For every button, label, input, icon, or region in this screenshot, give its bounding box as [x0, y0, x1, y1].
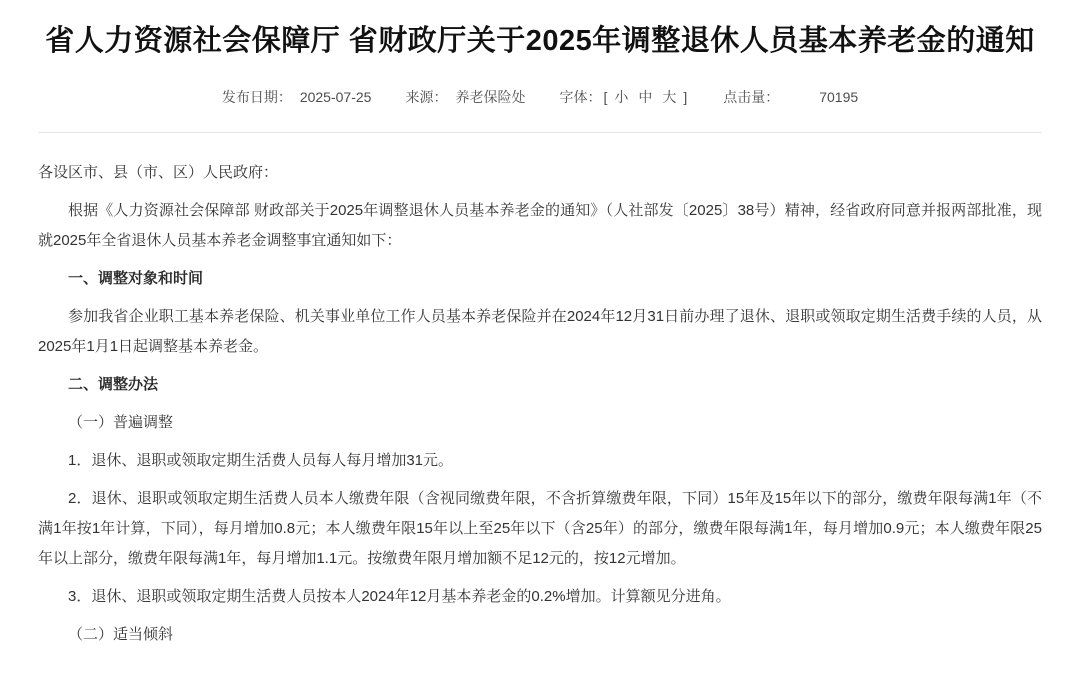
article-body: [38, 158, 1042, 650]
adjustment-item-3: 3．退休、退职或领取定期生活费人员按本人2024年12月基本养老金的0.2%增加。计算额见分进角。: [68, 588, 731, 605]
subsection-1-heading: （一）普遍调整: [68, 414, 174, 431]
source: [405, 87, 525, 107]
hit-counter: [723, 87, 858, 107]
font-size-switcher: [559, 87, 689, 107]
hit-counter-value: 70195: [819, 89, 859, 105]
adjustment-item-1: 1．退休、退职或领取定期生活费人员每人每月增加31元。: [68, 452, 454, 469]
font-size-bracket-open: [: [603, 89, 608, 105]
header-divider: [38, 132, 1042, 133]
subsection-2-heading: （二）适当倾斜: [68, 626, 174, 643]
salutation-line: 各设区市、县（市、区）人民政府：: [38, 164, 279, 181]
intro-paragraph: 根据《人力资源社会保障部 财政部关于2025年调整退休人员基本养老金的通知》（人社部发〔2025〕38号）精神，经省政府同意并报两部批准，现就2025年全省退休人员基本养老金调整事宜通知如下：: [38, 202, 1042, 249]
hit-counter-label: 点击量：: [723, 89, 780, 105]
source-label: 来源：: [405, 89, 448, 105]
section-1-heading: 一、调整对象和时间: [68, 270, 204, 287]
font-size-medium-button[interactable]: 中: [638, 89, 653, 105]
source-value: 养老保险处: [455, 89, 526, 105]
article-meta-bar: [0, 87, 1080, 107]
font-size-large-button[interactable]: 大: [662, 89, 677, 105]
publish-date-value: 2025-07-25: [299, 89, 372, 105]
publish-date-label: 发布日期：: [221, 89, 292, 105]
font-size-small-button[interactable]: 小: [614, 89, 629, 105]
section-1-paragraph: 参加我省企业职工基本养老保险、机关事业单位工作人员基本养老保险并在2024年12月31日前办理了退休、退职或领取定期生活费手续的人员，从2025年1月1日起调整基本养老金。: [38, 308, 1042, 355]
notice-article-page: [0, 22, 1080, 678]
page-title: 省人力资源社会保障厅 省财政厅关于2025年调整退休人员基本养老金的通知: [45, 25, 1035, 57]
font-size-bracket-close: ]: [683, 89, 688, 105]
section-2-heading: 二、调整办法: [68, 376, 159, 393]
adjustment-item-2: 2．退休、退职或领取定期生活费人员本人缴费年限（含视同缴费年限，不含折算缴费年限，下同）15年及15年以下的部分，缴费年限每满1年（不满1年按1年计算，下同），每月增加0.8元；本人缴费年限15年以上至25年以下（含25年）的部分，缴费年限每满1年，每月增加0.9元；本人缴费年限25年以上部分，缴费年限每满1年，每月增加1.1元。按缴费年限月增加额不足12元的，按12元增加。: [38, 490, 1042, 567]
font-size-label: 字体：: [559, 89, 602, 105]
publish-date: [222, 87, 372, 107]
